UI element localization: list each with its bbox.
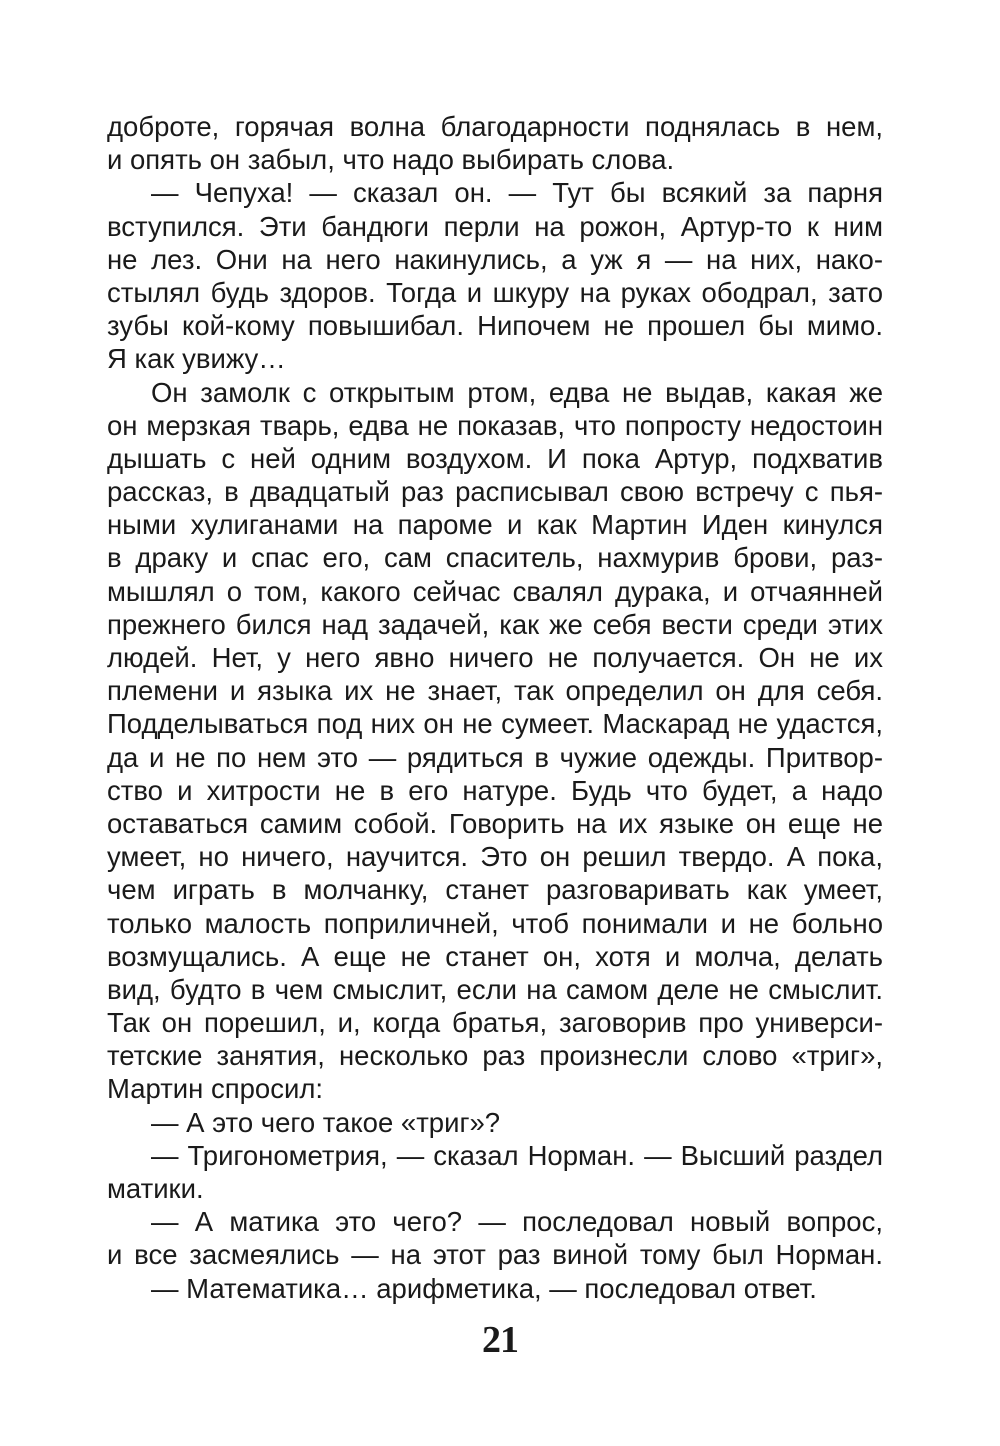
text-line: матики. — [107, 1173, 204, 1204]
text-line: стылял будь здоров. Тогда и шкуру на руках ободрал, зато — [107, 276, 883, 308]
text-line: людей. Нет, у него явно ничего не получается. Он не их — [107, 642, 883, 673]
text-line: Подделываться под них он не сумеет. Маскарад не удастся, — [107, 708, 883, 740]
text-line: дышать с ней одним воздухом. И пока Артур, подхватив — [107, 442, 883, 474]
text-line: мышлял о том, какого сейчас свалял дурака, и отчаянней — [107, 575, 883, 607]
page-number: 21 — [482, 1319, 518, 1361]
text-line: вид, будто в чем смыслит, если на самом деле не смыслит. — [107, 973, 883, 1005]
text-line: — А матика это чего? — последовал новый вопрос, — [151, 1206, 883, 1238]
text-line: не лез. Они на него накинулись, а уж я — на них, нако- — [107, 243, 883, 275]
text-line: тетские занятия, несколько раз произнесли слово «триг», — [107, 1040, 883, 1072]
text-line: — А это чего такое «триг»? — [151, 1106, 501, 1138]
text-line: Я как увижу… — [107, 343, 286, 375]
body-text — [107, 110, 883, 1305]
text-line: — Чепуха! — сказал он. — Тут бы всякий за парня — [151, 177, 883, 209]
text-line: он мерзкая тварь, едва не показав, что попросту недостоин — [107, 409, 883, 441]
text-line: да и не по нем это — рядиться в чужие одежды. Притвор- — [107, 741, 883, 773]
text-line: ство и хитрости не в его натуре. Будь что будет, а надо — [107, 774, 883, 806]
text-line: в драку и спас его, сам спаситель, нахмурив брови, раз- — [107, 542, 883, 574]
text-line: только малость поприличней, чтоб понимали и не больно — [107, 907, 883, 939]
text-line: возмущались. А еще не станет он, хотя и молча, делать — [107, 940, 883, 972]
text-line: племени и языка их не знает, так определил он для себя. — [107, 675, 883, 707]
text-line: доброте, горячая волна благодарности поднялась в нем, — [107, 111, 883, 142]
text-line: вступился. Эти бандюги перли на рожон, Артур-то к ним — [107, 210, 883, 242]
text-line: Так он порешил, и, когда братья, заговорив про универси- — [107, 1007, 883, 1039]
text-line: и все засмеялись — на этот раз виной тому был Норман. — [107, 1239, 883, 1271]
text-line: и опять он забыл, что надо выбирать слова. — [107, 144, 675, 176]
text-line: прежнего бился над задачей, как же себя вести среди этих — [107, 608, 883, 640]
text-line: зубы кой-кому повышибал. Нипочем не прошел бы мимо. — [107, 310, 883, 342]
text-line: Мартин спросил: — [107, 1073, 324, 1105]
text-line: — Тригонометрия, — сказал Норман. — Высший раздел — [151, 1139, 883, 1171]
text-line: рассказ, в двадцатый раз расписывал свою встречу с пья- — [107, 476, 883, 508]
text-line: умеет, но ничего, научится. Это он решил твердо. А пока, — [107, 841, 883, 873]
text-line: Он замолк с открытым ртом, едва не выдав, какая же — [151, 376, 883, 408]
text-line: — Математика… арифметика, — последовал ответ. — [151, 1272, 817, 1304]
text-line: ными хулиганами на пароме и как Мартин Иден кинулся — [107, 509, 883, 541]
text-line: оставаться самим собой. Говорить на их языке он еще не — [107, 807, 883, 839]
text-line: чем играть в молчанку, станет разговаривать как умеет, — [107, 874, 883, 906]
